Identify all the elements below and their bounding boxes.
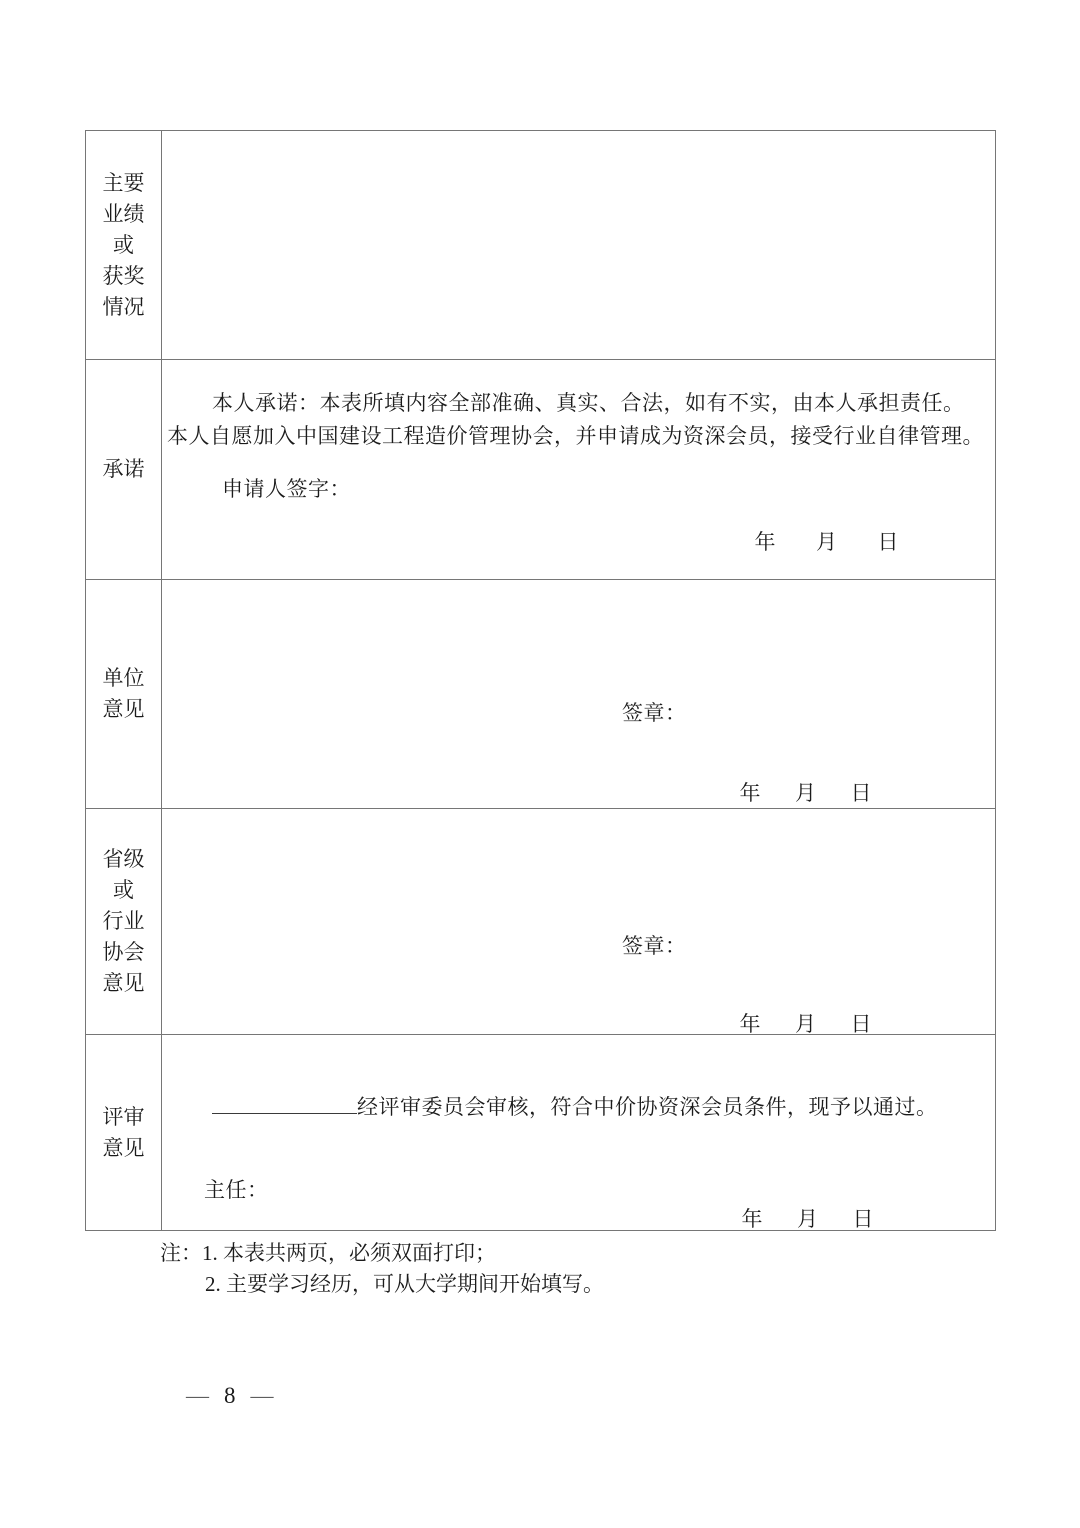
applicant-signature-label: 申请人签字： bbox=[222, 477, 351, 501]
seal-label-unit: 签章： bbox=[622, 701, 687, 725]
year-label: 年 bbox=[739, 781, 761, 805]
label-line: 业绩 bbox=[102, 201, 145, 226]
footnote-1 bbox=[160, 1238, 604, 1269]
table-row-review-opinion bbox=[86, 1034, 995, 1230]
approval-statement bbox=[212, 1091, 938, 1121]
association-opinion-content bbox=[162, 809, 995, 1034]
seal-label-association: 签章： bbox=[622, 934, 687, 958]
page-number bbox=[186, 1383, 274, 1409]
month-label: 月 bbox=[795, 781, 817, 805]
label-line: 意见 bbox=[102, 1135, 145, 1160]
date-fields-pledge bbox=[755, 526, 900, 556]
pledge-content bbox=[162, 360, 995, 579]
label-line: 评审 bbox=[102, 1104, 145, 1129]
year-label: 年 bbox=[739, 1012, 761, 1036]
page-number-dash-left: — bbox=[186, 1383, 209, 1408]
day-label: 日 bbox=[852, 1207, 874, 1231]
day-label: 日 bbox=[850, 1012, 872, 1036]
label-line: 或 bbox=[113, 232, 134, 257]
label-line: 获奖 bbox=[102, 263, 145, 288]
label-line: 承诺 bbox=[102, 457, 145, 481]
label-line: 意见 bbox=[102, 971, 145, 995]
label-line: 单位 bbox=[102, 666, 145, 690]
year-label: 年 bbox=[741, 1207, 763, 1231]
footnote-prefix: 注： bbox=[160, 1241, 202, 1265]
row-label-review-opinion bbox=[86, 1035, 162, 1230]
table-row-association-opinion bbox=[86, 808, 995, 1034]
day-label: 日 bbox=[877, 530, 899, 554]
row-label-achievements bbox=[86, 131, 162, 359]
date-fields-review bbox=[742, 1203, 875, 1233]
pledge-statement-line2: 本人自愿加入中国建设工程造价管理协会，并申请成为资深会员，接受行业自律管理。 bbox=[167, 424, 984, 448]
month-label: 月 bbox=[816, 530, 838, 554]
approval-statement-text: 经评审委员会审核，符合中价协资深会员条件，现予以通过。 bbox=[357, 1095, 938, 1119]
year-label: 年 bbox=[754, 530, 776, 554]
label-line: 省级 bbox=[102, 847, 145, 871]
table-row-pledge bbox=[86, 359, 995, 579]
row-label-association-opinion bbox=[86, 809, 162, 1034]
table-row-achievements bbox=[86, 131, 995, 359]
application-form-table bbox=[85, 130, 996, 1231]
footnotes bbox=[160, 1238, 604, 1300]
footnote-2: 2. 主要学习经历，可从大学期间开始填写。 bbox=[205, 1272, 604, 1296]
fill-in-blank-line bbox=[212, 1094, 357, 1114]
label-line: 或 bbox=[113, 878, 134, 902]
page-number-value: 8 bbox=[224, 1383, 236, 1408]
footnote-1-text: 1. 本表共两页，必须双面打印； bbox=[202, 1241, 496, 1265]
month-label: 月 bbox=[797, 1207, 819, 1231]
unit-opinion-content bbox=[162, 580, 995, 808]
review-opinion-content bbox=[162, 1035, 995, 1230]
pledge-statement-line1: 本人承诺：本表所填内容全部准确、真实、合法，如有不实，由本人承担责任。 bbox=[212, 391, 965, 415]
label-line: 主要 bbox=[102, 170, 145, 195]
achievements-entry-area bbox=[162, 131, 995, 359]
row-label-pledge bbox=[86, 360, 162, 579]
director-signature-label: 主任： bbox=[204, 1178, 269, 1202]
month-label: 月 bbox=[795, 1012, 817, 1036]
label-line: 意见 bbox=[102, 697, 145, 721]
day-label: 日 bbox=[850, 781, 872, 805]
date-fields-unit bbox=[740, 777, 873, 807]
label-line: 协会 bbox=[102, 940, 145, 964]
page-number-dash-right: — bbox=[250, 1383, 274, 1408]
row-label-unit-opinion bbox=[86, 580, 162, 808]
label-line: 行业 bbox=[102, 909, 145, 933]
label-line: 情况 bbox=[102, 294, 145, 319]
table-row-unit-opinion bbox=[86, 579, 995, 808]
date-fields-association bbox=[740, 1008, 873, 1038]
